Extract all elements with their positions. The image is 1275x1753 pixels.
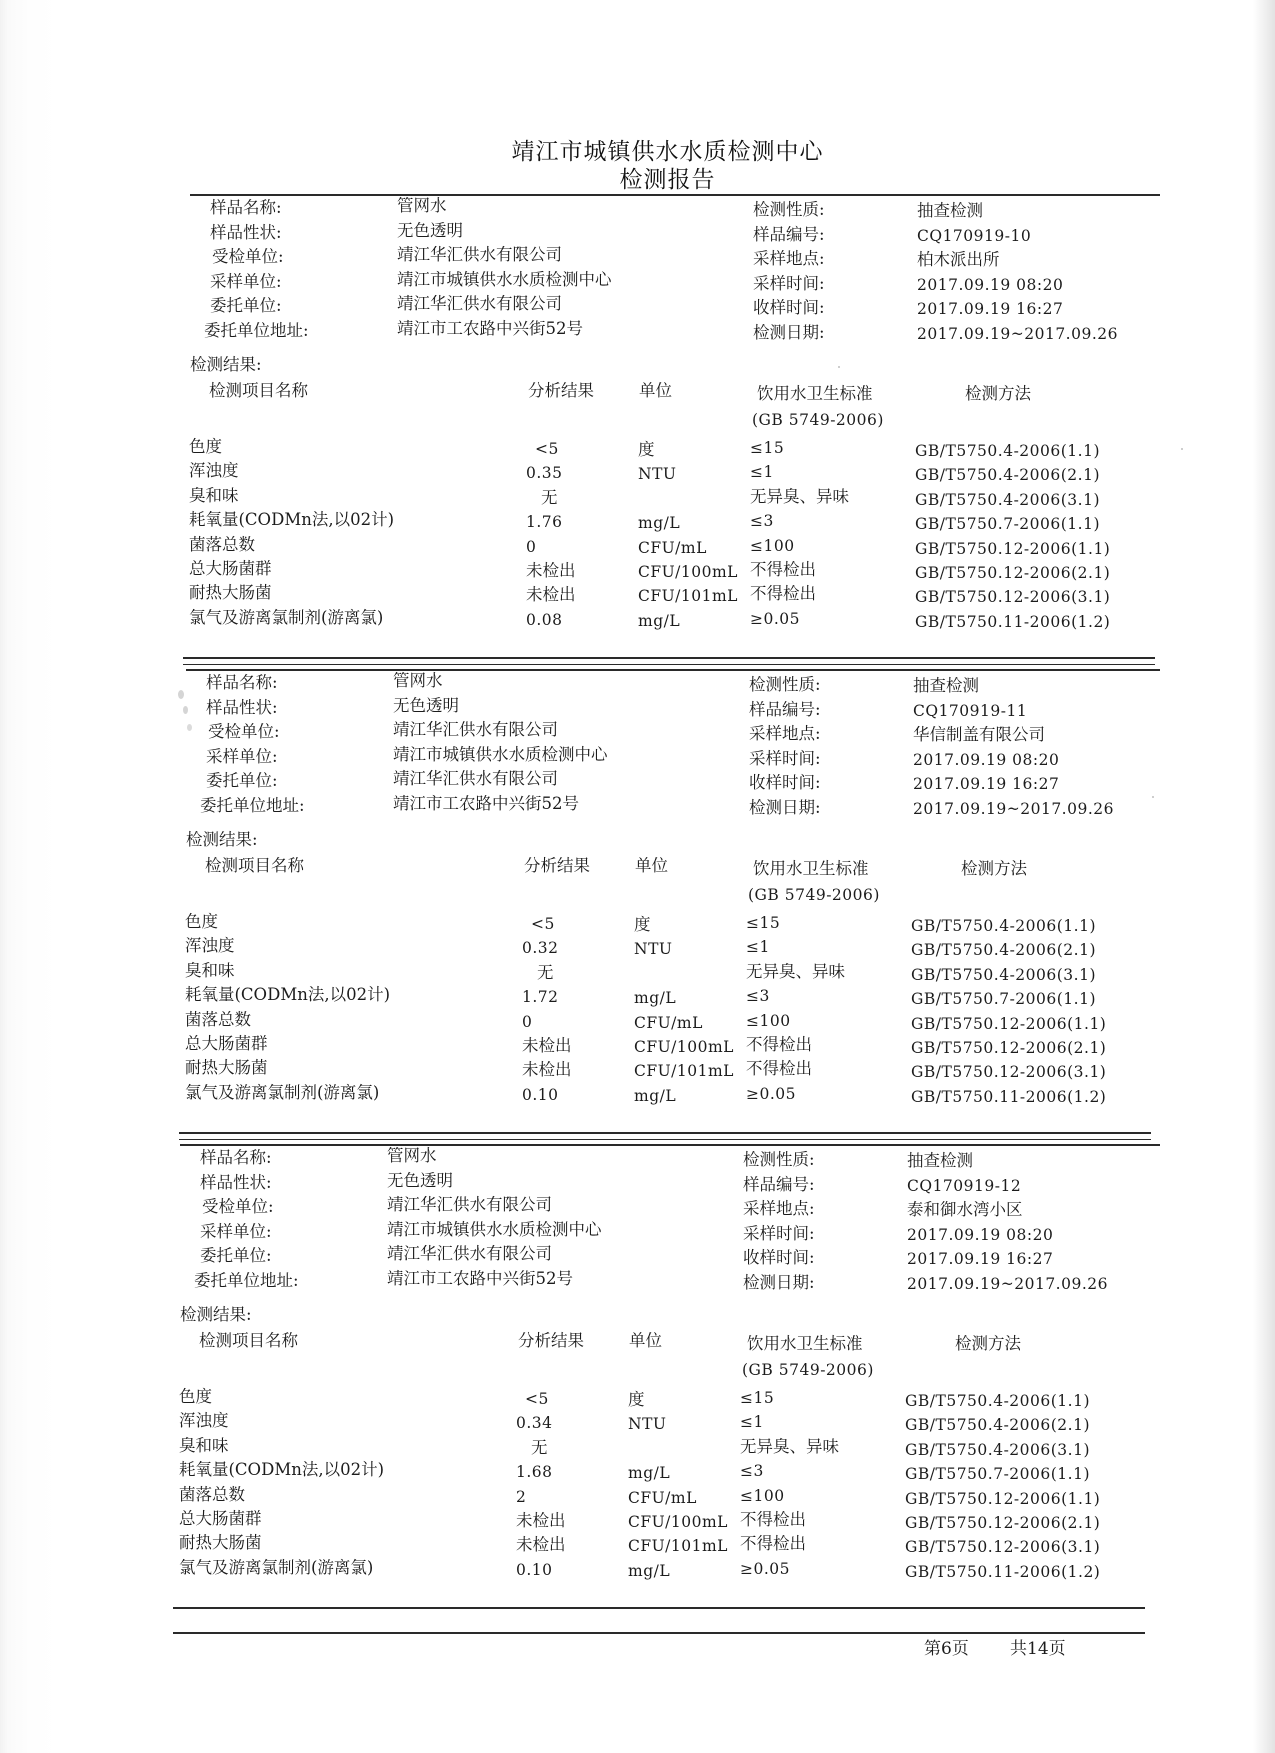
scan-speck <box>1181 448 1183 450</box>
label-receive-time: 收样时间: <box>749 773 821 793</box>
label-sample-name: 样品名称: <box>206 673 278 692</box>
item-method: GB/T5750.12-2006(2.1) <box>915 564 1111 582</box>
item-result: 0 <box>522 1012 533 1031</box>
item-method: GB/T5750.12-2006(1.1) <box>905 1489 1101 1508</box>
value-receive-time: 2017.09.19 16:27 <box>913 775 1060 794</box>
label-client-address: 委托单位地址: <box>200 796 305 815</box>
item-unit: mg/L <box>628 1464 671 1483</box>
value-sample-no: CQ170919-10 <box>917 226 1032 245</box>
item-name: 氯气及游离氯制剂(游离氯) <box>189 607 384 627</box>
item-result: 1.68 <box>516 1463 553 1482</box>
scan-speck <box>183 706 188 714</box>
item-name: 臭和味 <box>179 1435 229 1455</box>
item-result: <5 <box>531 915 555 933</box>
label-sampling-unit: 采样单位: <box>210 271 282 291</box>
item-result: 0 <box>526 537 537 556</box>
section-top-line <box>180 1144 1160 1146</box>
item-name: 耐热大肠菌 <box>179 1533 262 1553</box>
item-name: 耗氧量(CODMn法,以02计) <box>179 1460 385 1480</box>
item-method: GB/T5750.7-2006(1.1) <box>911 990 1096 1009</box>
org-title: 靖江市城镇供水水质检测中心 <box>511 139 824 165</box>
item-method: GB/T5750.12-2006(2.1) <box>911 1039 1107 1057</box>
item-name: 总大肠菌群 <box>189 559 272 578</box>
item-standard: ≤100 <box>746 1011 791 1030</box>
value-client-unit: 靖江华汇供水有限公司 <box>397 294 562 314</box>
label-test-date: 检测日期: <box>753 323 825 342</box>
value-sample-no: CQ170919-12 <box>907 1176 1022 1195</box>
item-unit: CFU/100mL <box>638 563 738 581</box>
item-standard: 不得检出 <box>746 1035 812 1054</box>
item-result: 未检出 <box>522 1060 572 1080</box>
value-inspected-unit: 靖江华汇供水有限公司 <box>393 720 558 740</box>
item-standard: 无异臭、异味 <box>740 1436 839 1456</box>
item-result: 2 <box>516 1487 527 1506</box>
value-inspected-unit: 靖江华汇供水有限公司 <box>397 245 562 265</box>
item-unit: NTU <box>634 940 673 959</box>
item-unit: NTU <box>628 1415 667 1434</box>
item-name: 臭和味 <box>185 960 235 980</box>
value-sampling-site: 柏木派出所 <box>917 250 1000 270</box>
item-name: 总大肠菌群 <box>185 1034 268 1053</box>
section-bottom-line <box>179 1132 1151 1134</box>
section-bottom-line-2 <box>179 1139 1151 1140</box>
item-result: 0.08 <box>526 610 563 629</box>
item-method: GB/T5750.11-2006(1.2) <box>915 612 1111 631</box>
label-sample-no: 样品编号: <box>753 224 825 244</box>
item-method: GB/T5750.4-2006(3.1) <box>905 1440 1090 1459</box>
label-sample-name: 样品名称: <box>210 198 282 217</box>
item-result: 0.35 <box>526 464 563 483</box>
label-client-address: 委托单位地址: <box>204 321 309 340</box>
col-header-method: 检测方法 <box>965 384 1031 403</box>
item-name: 耐热大肠菌 <box>185 1058 268 1078</box>
item-standard: 不得检出 <box>746 1059 812 1079</box>
item-method: GB/T5750.4-2006(1.1) <box>915 442 1100 460</box>
item-method: GB/T5750.12-2006(2.1) <box>905 1514 1101 1532</box>
item-result: 无 <box>531 1437 548 1457</box>
col-header-standard-code: (GB 5749-2006) <box>748 886 880 904</box>
item-result: 1.76 <box>526 513 563 532</box>
item-unit: CFU/mL <box>628 1488 697 1507</box>
label-test-nature: 检测性质: <box>743 1150 815 1169</box>
item-result: 0.32 <box>522 939 559 958</box>
label-client-address: 委托单位地址: <box>194 1271 299 1290</box>
item-standard: ≤100 <box>750 536 795 555</box>
item-standard: 不得检出 <box>750 584 816 604</box>
results-label: 检测结果: <box>190 355 262 374</box>
col-header-unit: 单位 <box>629 1331 662 1350</box>
item-standard: 不得检出 <box>750 560 816 579</box>
item-method: GB/T5750.7-2006(1.1) <box>915 515 1100 534</box>
item-result: 未检出 <box>516 1535 566 1555</box>
col-header-standard: 饮用水卫生标准 <box>757 384 873 403</box>
item-result: 1.72 <box>522 988 559 1007</box>
item-unit: mg/L <box>638 611 681 630</box>
value-client-unit: 靖江华汇供水有限公司 <box>393 769 558 789</box>
item-unit: CFU/mL <box>634 1013 703 1032</box>
report-title: 检测报告 <box>619 167 716 193</box>
item-unit: 度 <box>634 915 651 934</box>
label-inspected-unit: 受检单位: <box>202 1197 274 1217</box>
label-inspected-unit: 受检单位: <box>212 247 284 267</box>
value-client-address: 靖江市工农路中兴街52号 <box>387 1269 573 1288</box>
item-standard: ≤1 <box>750 463 774 482</box>
value-sample-property: 无色透明 <box>397 220 463 240</box>
value-sample-property: 无色透明 <box>387 1170 453 1190</box>
item-result: 0.34 <box>516 1414 553 1433</box>
results-label: 检测结果: <box>180 1305 252 1324</box>
col-header-result: 分析结果 <box>528 381 594 400</box>
col-header-item: 检测项目名称 <box>209 381 308 400</box>
item-unit: mg/L <box>628 1561 671 1580</box>
label-sample-name: 样品名称: <box>200 1148 272 1167</box>
item-method: GB/T5750.12-2006(1.1) <box>911 1014 1107 1033</box>
item-method: GB/T5750.12-2006(3.1) <box>915 588 1111 607</box>
value-test-date: 2017.09.19~2017.09.26 <box>907 1275 1108 1293</box>
label-test-nature: 检测性质: <box>753 200 825 219</box>
item-method: GB/T5750.12-2006(3.1) <box>911 1063 1107 1082</box>
col-header-result: 分析结果 <box>518 1331 584 1350</box>
footer-line <box>173 1632 1145 1634</box>
item-standard: 无异臭、异味 <box>746 961 845 981</box>
item-unit: 度 <box>628 1390 645 1409</box>
item-name: 氯气及游离氯制剂(游离氯) <box>179 1557 374 1577</box>
item-result: 无 <box>537 962 554 982</box>
item-result: <5 <box>535 440 559 458</box>
item-name: 浑浊度 <box>189 461 239 481</box>
col-header-standard: 饮用水卫生标准 <box>753 859 869 878</box>
item-name: 总大肠菌群 <box>179 1509 262 1528</box>
label-receive-time: 收样时间: <box>753 298 825 318</box>
item-standard: ≤3 <box>740 1462 764 1481</box>
item-name: 耐热大肠菌 <box>189 583 272 603</box>
label-sample-no: 样品编号: <box>749 699 821 719</box>
item-standard: 无异臭、异味 <box>750 486 849 506</box>
item-standard: 不得检出 <box>740 1510 806 1529</box>
item-name: 氯气及游离氯制剂(游离氯) <box>185 1082 380 1102</box>
value-test-date: 2017.09.19~2017.09.26 <box>913 800 1114 818</box>
item-name: 菌落总数 <box>179 1484 245 1504</box>
item-standard: 不得检出 <box>740 1534 806 1554</box>
item-result: 0.10 <box>516 1560 553 1579</box>
item-unit: CFU/101mL <box>634 1062 734 1081</box>
value-sampling-time: 2017.09.19 08:20 <box>917 275 1064 294</box>
item-method: GB/T5750.11-2006(1.2) <box>911 1087 1107 1106</box>
item-standard: ≤1 <box>746 938 770 957</box>
section-bottom-line <box>183 657 1155 659</box>
item-result: <5 <box>525 1390 549 1408</box>
value-sampling-time: 2017.09.19 08:20 <box>907 1225 1054 1244</box>
item-unit: CFU/101mL <box>628 1537 728 1556</box>
value-client-address: 靖江市工农路中兴街52号 <box>393 794 579 813</box>
label-sample-property: 样品性状: <box>206 697 278 717</box>
item-name: 浑浊度 <box>185 936 235 956</box>
item-unit: mg/L <box>634 1086 677 1105</box>
scan-speck <box>178 690 184 699</box>
value-sampling-unit: 靖江市城镇供水水质检测中心 <box>387 1219 602 1239</box>
col-header-standard-code: (GB 5749-2006) <box>742 1361 874 1379</box>
label-client-unit: 委托单位: <box>206 771 278 791</box>
item-name: 菌落总数 <box>185 1009 251 1029</box>
item-unit: mg/L <box>638 514 681 533</box>
label-test-date: 检测日期: <box>743 1273 815 1292</box>
section-top-line <box>186 669 1160 671</box>
label-sample-property: 样品性状: <box>200 1172 272 1192</box>
col-header-standard-code: (GB 5749-2006) <box>752 411 884 429</box>
value-receive-time: 2017.09.19 16:27 <box>907 1250 1054 1269</box>
value-receive-time: 2017.09.19 16:27 <box>917 300 1064 319</box>
scan-speck <box>838 366 840 368</box>
value-sampling-site: 泰和御水湾小区 <box>907 1200 1023 1220</box>
scan-speck <box>187 724 192 731</box>
label-test-nature: 检测性质: <box>749 675 821 694</box>
value-sample-property: 无色透明 <box>393 695 459 715</box>
section-bottom-line <box>173 1607 1145 1609</box>
col-header-method: 检测方法 <box>961 859 1027 878</box>
label-sample-no: 样品编号: <box>743 1174 815 1194</box>
item-method: GB/T5750.11-2006(1.2) <box>905 1562 1101 1581</box>
item-standard: ≥0.05 <box>750 609 800 628</box>
item-method: GB/T5750.4-2006(1.1) <box>911 917 1096 935</box>
item-method: GB/T5750.4-2006(2.1) <box>911 941 1096 960</box>
label-sampling-time: 采样时间: <box>743 1223 815 1243</box>
item-result: 未检出 <box>522 1036 572 1055</box>
item-standard: ≤15 <box>740 1389 775 1407</box>
item-method: GB/T5750.4-2006(1.1) <box>905 1392 1090 1410</box>
item-unit: CFU/100mL <box>634 1038 734 1056</box>
item-unit: CFU/100mL <box>628 1513 728 1531</box>
value-sample-name: 管网水 <box>397 196 447 215</box>
value-test-nature: 抽查检测 <box>907 1151 973 1170</box>
results-label: 检测结果: <box>186 830 258 849</box>
item-name: 菌落总数 <box>189 534 255 554</box>
item-unit: 度 <box>638 440 655 459</box>
value-test-nature: 抽查检测 <box>913 676 979 695</box>
value-sample-name: 管网水 <box>393 671 443 690</box>
item-unit: CFU/101mL <box>638 587 738 606</box>
item-unit: CFU/mL <box>638 538 707 557</box>
item-unit: NTU <box>638 465 677 484</box>
item-name: 色度 <box>179 1387 212 1406</box>
value-sample-name: 管网水 <box>387 1146 437 1165</box>
label-sampling-site: 采样地点: <box>753 249 825 269</box>
label-test-date: 检测日期: <box>749 798 821 817</box>
page-total: 共14页 <box>1010 1639 1066 1659</box>
col-header-standard: 饮用水卫生标准 <box>747 1334 863 1353</box>
item-standard: ≥0.05 <box>746 1084 796 1103</box>
label-sampling-time: 采样时间: <box>749 748 821 768</box>
value-sampling-time: 2017.09.19 08:20 <box>913 750 1060 769</box>
item-name: 浑浊度 <box>179 1411 229 1431</box>
item-result: 0.10 <box>522 1085 559 1104</box>
item-standard: ≤3 <box>750 512 774 531</box>
item-name: 色度 <box>189 437 222 456</box>
item-name: 耗氧量(CODMn法,以02计) <box>189 510 395 530</box>
item-standard: ≤1 <box>740 1413 764 1432</box>
item-method: GB/T5750.4-2006(3.1) <box>911 965 1096 984</box>
col-header-unit: 单位 <box>635 856 668 875</box>
value-client-unit: 靖江华汇供水有限公司 <box>387 1244 552 1264</box>
label-sampling-time: 采样时间: <box>753 273 825 293</box>
item-method: GB/T5750.4-2006(2.1) <box>905 1416 1090 1435</box>
item-method: GB/T5750.12-2006(1.1) <box>915 539 1111 558</box>
section-bottom-line-2 <box>183 664 1155 665</box>
label-sampling-unit: 采样单位: <box>200 1221 272 1241</box>
value-sampling-site: 华信制盖有限公司 <box>913 725 1045 745</box>
value-sampling-unit: 靖江市城镇供水水质检测中心 <box>393 744 608 764</box>
scan-speck <box>1152 796 1154 798</box>
col-header-unit: 单位 <box>639 381 672 400</box>
value-test-nature: 抽查检测 <box>917 201 983 220</box>
item-method: GB/T5750.4-2006(2.1) <box>915 466 1100 485</box>
label-inspected-unit: 受检单位: <box>208 722 280 742</box>
item-standard: ≤100 <box>740 1486 785 1505</box>
item-method: GB/T5750.7-2006(1.1) <box>905 1465 1090 1484</box>
value-client-address: 靖江市工农路中兴街52号 <box>397 319 583 338</box>
item-method: GB/T5750.12-2006(3.1) <box>905 1538 1101 1557</box>
item-name: 臭和味 <box>189 485 239 505</box>
label-client-unit: 委托单位: <box>200 1246 272 1266</box>
item-standard: ≤15 <box>750 439 785 457</box>
value-test-date: 2017.09.19~2017.09.26 <box>917 325 1118 343</box>
col-header-result: 分析结果 <box>524 856 590 875</box>
item-standard: ≤15 <box>746 914 781 932</box>
item-standard: ≤3 <box>746 987 770 1006</box>
label-sample-property: 样品性状: <box>210 222 282 242</box>
item-name: 耗氧量(CODMn法,以02计) <box>185 985 391 1005</box>
item-result: 未检出 <box>526 561 576 580</box>
item-unit: mg/L <box>634 989 677 1008</box>
item-name: 色度 <box>185 912 218 931</box>
item-standard: ≥0.05 <box>740 1559 790 1578</box>
item-result: 未检出 <box>516 1511 566 1530</box>
label-sampling-site: 采样地点: <box>743 1199 815 1219</box>
item-method: GB/T5750.4-2006(3.1) <box>915 490 1100 509</box>
value-sampling-unit: 靖江市城镇供水水质检测中心 <box>397 269 612 289</box>
item-result: 未检出 <box>526 585 576 605</box>
label-client-unit: 委托单位: <box>210 296 282 316</box>
label-sampling-site: 采样地点: <box>749 724 821 744</box>
value-inspected-unit: 靖江华汇供水有限公司 <box>387 1195 552 1215</box>
col-header-method: 检测方法 <box>955 1334 1021 1353</box>
page-number: 第6页 <box>924 1639 969 1659</box>
label-receive-time: 收样时间: <box>743 1248 815 1268</box>
label-sampling-unit: 采样单位: <box>206 746 278 766</box>
value-sample-no: CQ170919-11 <box>913 701 1028 720</box>
col-header-item: 检测项目名称 <box>199 1331 298 1350</box>
col-header-item: 检测项目名称 <box>205 856 304 875</box>
item-result: 无 <box>541 487 558 507</box>
